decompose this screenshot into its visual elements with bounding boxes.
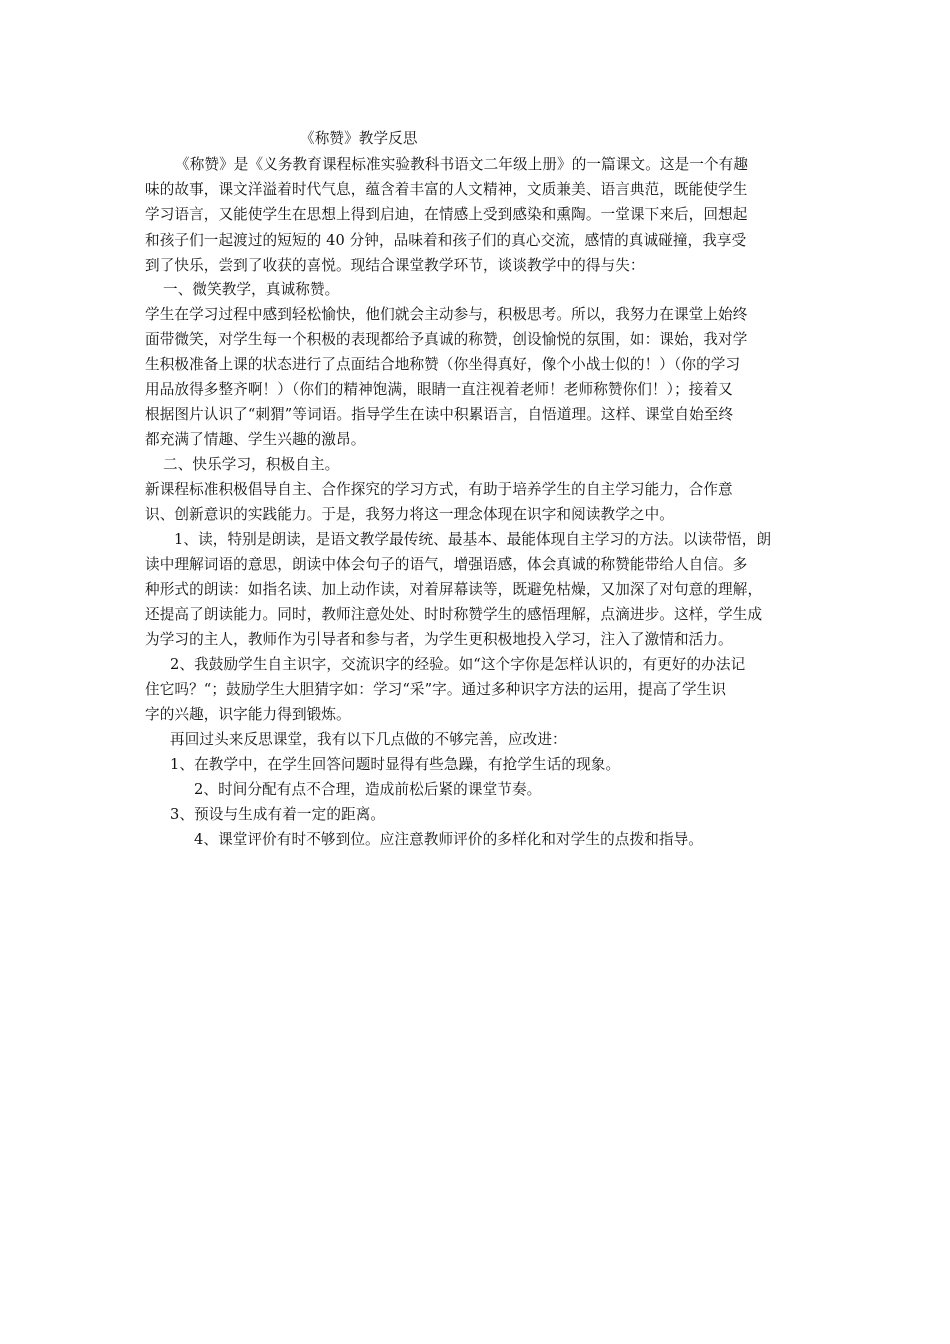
list-item: 2、时间分配有点不合理，造成前松后紧的课堂节奏。 xyxy=(194,781,542,798)
paragraph-line: 味的故事，课文洋溢着时代气息，蕴含着丰富的人文精神，文质兼美、语言典范，既能使学生 xyxy=(145,181,748,198)
paragraph-line: 《称赞》是《义务教育课程标准实验教科书语文二年级上册》的一篇课文。这是一个有趣 xyxy=(175,156,749,173)
paragraph-line: 1、读，特别是朗读，是语文教学最传统、最基本、最能体现自主学习的方法。以读带悟，朗 xyxy=(174,531,772,548)
paragraph-line: 住它吗？“；鼓励学生大胆猜字如：学习“采”字。通过多种识字方法的运用，提高了学生识 xyxy=(145,681,727,698)
paragraph-line: 根据图片认识了“刺猬”等词语。指导学生在读中积累语言，自悟道理。这样、课堂自始至终 xyxy=(145,406,734,423)
paragraph-line: 和孩子们一起渡过的短短的 40 分钟，品味着和孩子们的真心交流，感情的真诚碰撞，我享受 xyxy=(145,232,747,249)
section-heading: 一、微笑教学，真诚称赞。 xyxy=(163,281,340,298)
paragraph-line: 字的兴趣，识字能力得到锻炼。 xyxy=(145,706,351,723)
paragraph-line: 学生在学习过程中感到轻松愉快，他们就会主动参与，积极思考。所以，我努力在课堂上始终 xyxy=(145,306,748,323)
list-item: 4、课堂评价有时不够到位。应注意教师评价的多样化和对学生的点拨和指导。 xyxy=(194,831,703,848)
paragraph-line: 识、创新意识的实践能力。于是，我努力将这一理念体现在识字和阅读教学之中。 xyxy=(145,506,674,523)
paragraph-line: 种形式的朗读：如指名读、加上动作读，对着屏幕读等，既避免枯燥，又加深了对句意的理解， xyxy=(145,581,763,598)
paragraph-line: 2、我鼓励学生自主识字，交流识字的经验。如“这个字你是怎样认识的，有更好的办法记 xyxy=(170,656,746,673)
paragraph-line: 面带微笑，对学生每一个积极的表现都给予真诚的称赞，创设愉悦的氛围，如：课始，我对学 xyxy=(145,331,748,348)
list-item: 3、预设与生成有着一定的距离。 xyxy=(170,806,386,823)
paragraph-line: 都充满了情趣、学生兴趣的激昂。 xyxy=(145,431,366,448)
paragraph-line: 生积极准备上课的状态进行了点面结合地称赞（你坐得真好，像个小战士似的！）（你的学习 xyxy=(145,356,741,373)
paragraph-line: 到了快乐，尝到了收获的喜悦。现结合课堂教学环节，谈谈教学中的得与失： xyxy=(145,257,645,274)
section-heading: 二、快乐学习，积极自主。 xyxy=(163,456,340,473)
paragraph-line: 用品放得多整齐啊！）（你们的精神饱满，眼睛一直注视着老师！老师称赞你们！）；接着又 xyxy=(145,381,733,398)
document-title: 《称赞》教学反思 xyxy=(300,130,418,147)
paragraph-line: 学习语言，又能使学生在思想上得到启迪，在情感上受到感染和熏陶。一堂课下来后，回想起 xyxy=(145,206,748,223)
paragraph-line: 为学习的主人，教师作为引导者和参与者，为学生更积极地投入学习，注入了激情和活力。 xyxy=(145,631,733,648)
list-item: 1、在教学中，在学生回答问题时显得有些急躁，有抢学生话的现象。 xyxy=(170,756,621,773)
paragraph-line: 读中理解词语的意思，朗读中体会句子的语气，增强语感，体会真诚的称赞能带给人自信。多 xyxy=(145,556,748,573)
paragraph-line: 再回过头来反思课堂，我有以下几点做的不够完善，应改进： xyxy=(170,731,567,748)
paragraph-line: 新课程标准积极倡导自主、合作探究的学习方式，有助于培养学生的自主学习能力，合作意 xyxy=(145,481,733,498)
paragraph-line: 还提高了朗读能力。同时，教师注意处处、时时称赞学生的感悟理解，点滴进步。这样，学生成 xyxy=(145,606,763,623)
